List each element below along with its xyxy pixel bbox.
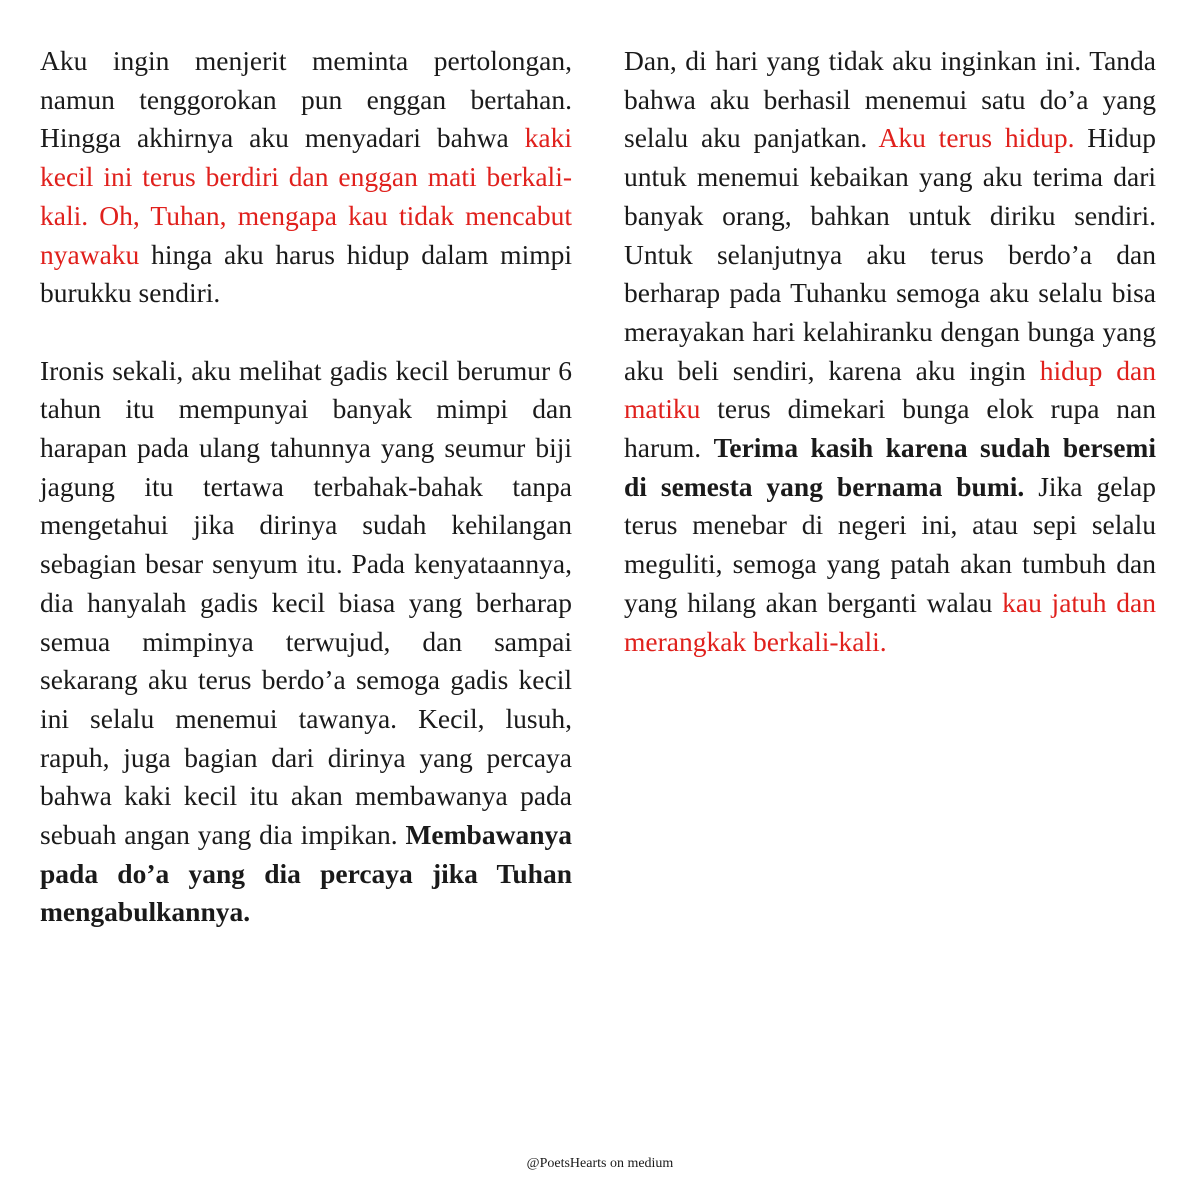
- text-segment: Hidup untuk menemui kebaikan yang aku terima dari banyak orang, bahkan untuk diriku sendiri. Untuk selanjutnya aku terus berdo’a dan berharap pada Tuhanku semoga aku selalu bisa merayakan hari kelahiranku dengan bunga yang aku beli sendiri, karena aku ingin: [624, 122, 1157, 386]
- highlighted-text-segment: Aku terus hidup.: [878, 122, 1075, 154]
- text-segment: Ironis sekali, aku melihat gadis kecil berumur 6 tahun itu mempunyai banyak mimpi dan harapan pada ulang tahunnya yang seumur biji jagung itu tertawa terbahak-bahak tanpa mengetahui jika dirinya sudah kehilangan sebagian besar senyum itu. Pada kenyataannya, dia hanyalah gadis kecil biasa yang berharap semua mimpinya terwujud, dan sampai sekarang aku terus berdo’a semoga gadis kecil ini selalu menemui tawanya. Kecil, lusuh, rapuh, juga bagian dari dirinya yang percaya bahwa kaki kecil itu akan membawanya pada sebuah angan yang dia impikan.: [40, 354, 572, 851]
- right-column: [624, 42, 1156, 661]
- text-segment: Dan, di hari yang tidak aku inginkan ini. Tanda bahwa aku berhasil menemui satu do’a yang selalu aku panjatkan.: [624, 45, 1156, 154]
- text-segment: Aku ingin menjerit meminta pertolongan, namun tenggorokan pun enggan bertahan. Hingga akhirnya aku menyadari bahwa: [40, 45, 572, 154]
- left-column: [40, 42, 572, 932]
- highlighted-text-segment: hidup dan matiku: [624, 354, 1156, 425]
- bold-text-segment: Terima kasih karena sudah bersemi di semesta yang bernama bumi.: [624, 432, 1156, 502]
- highlighted-text-segment: kau jatuh dan merangkak berkali-kali.: [624, 586, 1156, 657]
- right-paragraph-1: [624, 42, 1156, 661]
- highlighted-text-segment: kaki kecil ini terus berdiri dan enggan mati berkali-kali. Oh, Tuhan, mengapa kau tidak mencabut nyawaku: [40, 122, 572, 270]
- text-segment: Jika gelap terus menebar di negeri ini, atau sepi selalu meguliti, semoga yang patah akan tumbuh dan yang hilang akan berganti walau: [624, 470, 1157, 618]
- text-segment: terus dimekari bunga elok rupa nan harum.: [624, 393, 1156, 464]
- left-paragraph-2: [40, 352, 572, 933]
- author-credit: @PoetsHearts on medium: [526, 1156, 674, 1171]
- left-paragraph-1: [40, 42, 572, 313]
- text-segment: hinga aku harus hidup dalam mimpi burukku sendiri.: [40, 238, 572, 309]
- bold-text-segment: Membawanya pada do’a yang dia percaya jika Tuhan mengabulkannya.: [40, 819, 572, 928]
